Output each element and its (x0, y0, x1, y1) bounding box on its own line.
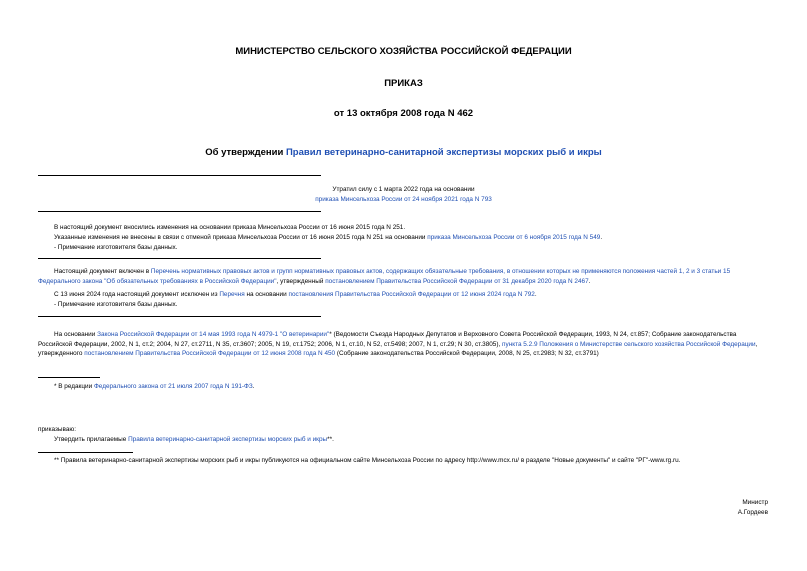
note1-line2-end: . (600, 234, 603, 241)
postanovlenie-450-link[interactable]: постановлением Правительства Российской Федерации от 12 июня 2008 года N 450 (84, 350, 336, 358)
note2-text: , утвержденный (276, 277, 326, 285)
footnote-2: ** Правила ветеринарно-санитарной экспертизы морских рыб и икры публикуются на официальном сайте Минсельхоза России по адресу http://www.mcx.ru/ в разделе "Новые документы" и сайте "РГ"-www.rg.ru. (54, 457, 681, 464)
zakon-o-veterinarii-link[interactable]: Закона Российской Федерации от 14 мая 1993 года N 4979-1 "О ветеринарии" (97, 331, 330, 338)
footnote-text: * В редакции (54, 383, 94, 390)
note2-text: . (534, 291, 537, 298)
basis-paragraph (38, 330, 771, 359)
divider (38, 211, 321, 212)
note2-text: на основании (244, 291, 289, 298)
title-prefix: Об утверждении (205, 147, 286, 158)
ministry-heading: МИНИСТЕРСТВО СЕЛЬСКОГО ХОЗЯЙСТВА РОССИЙСКОЙ ФЕДЕРАЦИИ (235, 46, 572, 57)
footnote-text: . (252, 383, 255, 390)
status-text: Утратил силу с 1 марта 2022 года на основании (332, 186, 475, 193)
note1-link[interactable]: приказа Минсельхоза России от 6 ноября 2015 года N 549 (427, 234, 601, 241)
postanovlenie-2467-link[interactable]: постановлением Правительства Российской Федерации от 31 декабря 2020 года N 2467 (325, 277, 589, 285)
note2-text: . (588, 277, 591, 285)
basis-text: (Собрание законодательства Российской Федерации, 2008, N 25, ст.2983; N 32, ст.3791) (335, 350, 599, 358)
order-text-part: **. (327, 436, 334, 443)
perechnya-link[interactable]: Перечня (219, 291, 245, 298)
perechen-link[interactable]: Перечень нормативных правовых актов и групп нормативных правовых актов, содержащих обязательные требования, в отношении которых не применяются положения частей 1, 2 и 3 статьи 15 Федерального закона "Об обязательных требованиях в Российской Федерации" (38, 268, 731, 285)
status-link[interactable]: приказа Минсельхоза России от 24 ноября 2021 года N 793 (315, 196, 492, 203)
note1-line2 (54, 233, 602, 242)
note2-text: Настоящий документ включен в (54, 268, 151, 275)
footnote-1 (54, 382, 255, 391)
basis-text: На основании (54, 331, 98, 338)
postanovlenie-792-link[interactable]: постановления Правительства Российской Федерации от 12 июня 2024 года N 792 (288, 291, 535, 298)
basis-text: , утвержденного (38, 340, 758, 358)
polozhenie-link[interactable]: пункта 5.2.9 Положения о Министерстве сельского хозяйства Российской Федерации (502, 340, 756, 348)
note2-text: С 13 июня 2024 года настоящий документ исключен из (54, 291, 220, 298)
pravila-link[interactable]: Правила ветеринарно-санитарной экспертизы морских рыб и икры (128, 436, 328, 443)
signature-position: Министр (742, 499, 768, 506)
note1-line1: В настоящий документ вносились изменения на основании приказа Минсельхоза России от 16 июня 2015 года N 251. (54, 224, 406, 231)
note1-line2-text: Указанные изменения не внесены в связи с отменой приказа Минсельхоза России от 16 июня 2015 года N 251 на основании (54, 234, 428, 241)
divider (38, 316, 321, 317)
signature-name: А.Гордеев (737, 509, 768, 516)
note1-remark: - Примечание изготовителя базы данных. (54, 244, 178, 251)
divider (38, 175, 321, 176)
footnote-divider (38, 452, 133, 453)
note2-remark: - Примечание изготовителя базы данных. (54, 301, 178, 308)
document-date-number: от 13 октября 2008 года N 462 (333, 108, 474, 119)
document-title (0, 147, 807, 158)
note2-paragraph2 (54, 290, 537, 299)
title-link[interactable]: Правил ветеринарно-санитарной экспертизы морских рыб и икры (285, 147, 602, 158)
note2-paragraph1 (38, 267, 771, 286)
status-link-line (0, 195, 807, 204)
divider (38, 258, 321, 259)
order-text-part: Утвердить прилагаемые (54, 436, 129, 443)
order-word: приказываю: (38, 426, 76, 433)
order-text (54, 435, 334, 444)
federal-law-link[interactable]: Федерального закона от 21 июля 2007 года N 191-ФЗ (93, 383, 253, 390)
basis-text: * (Ведомости Съезда Народных Депутатов и Верховного Совета Российской Федерации, 1993, N 24, ст.857; Собрание законодательства Российской Федерации, 2002, N 1, ст.2; 2004, N 27, ст.2711, N 35, ст.3607; 2005, N 19, ст.1752; 2006, N 1, ст.10, N 52, ст.5498; 2007, N 1, ст.29; N 30, ст.3805), (38, 331, 737, 348)
document-type: ПРИКАЗ (384, 78, 423, 89)
footnote-divider (38, 377, 100, 378)
